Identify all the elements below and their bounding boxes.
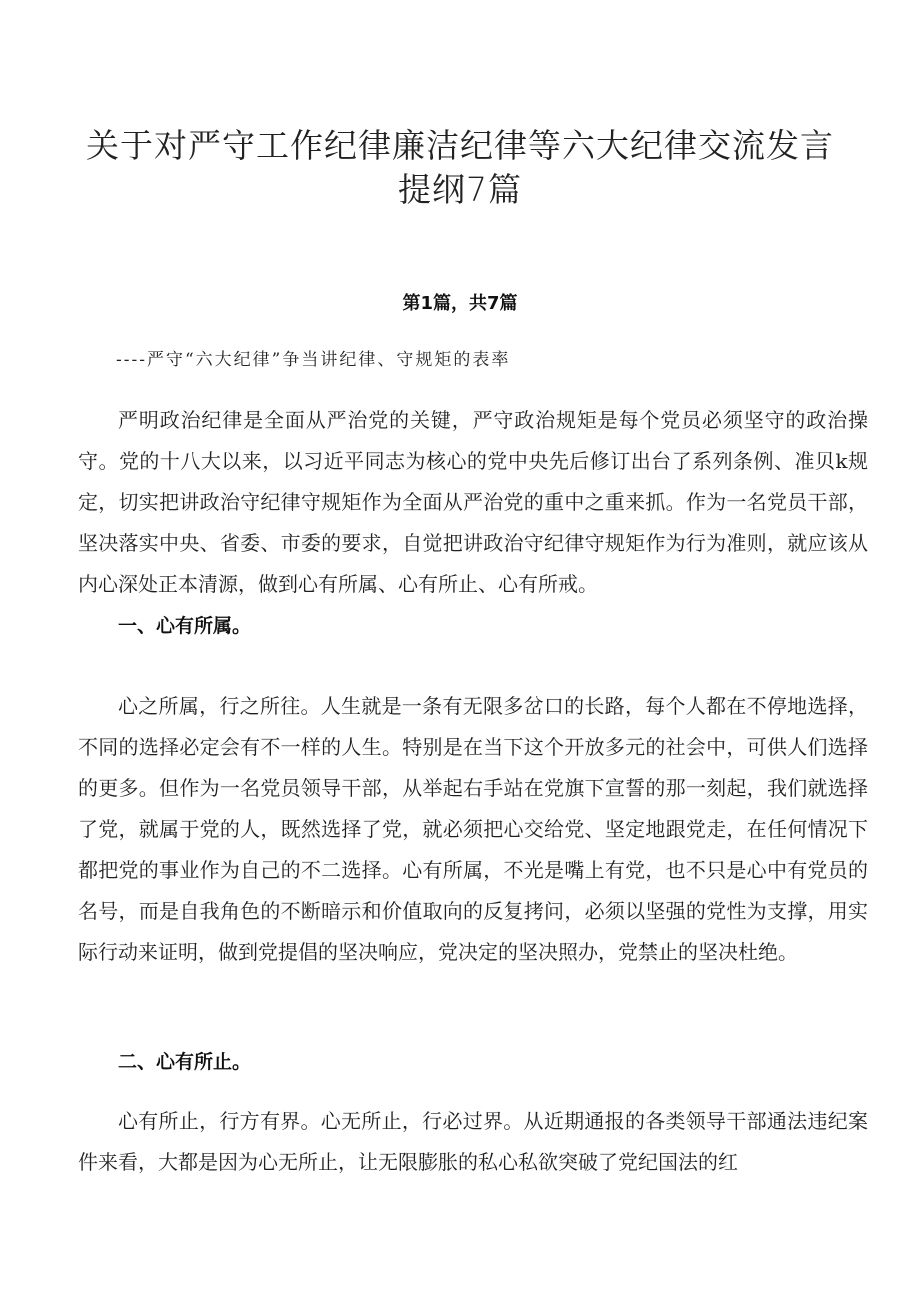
page-bottom-clip [0, 1101, 920, 1189]
section-heading-2: 二、心有所止。 [118, 1051, 252, 1073]
document-title-line2: 提纲7篇 [398, 170, 522, 209]
paragraph-section-2: 心有所止，行方有界。心无所止，行必过界。从近期通报的各类领导干部通法违纪案件来看，大都是因为心无所止，让无限膨胀的私心私欲突破了党纪国法的红 [78, 1109, 868, 1174]
paragraph-intro: 严明政治纪律是全面从严治党的关键，严守政治规矩是每个党员必须坚守的政治操守。党的十八大以来，以习近平同志为核心的党中央先后修订出台了系列条例、准贝k规定，切实把讲政治守纪律守规矩作为全面从严治党的重中之重来抓。作为一名党员干部，坚决落实中央、省委、市委的要求，自觉把讲政治守纪律守规矩作为行为准则，就应该从内心深处正本清源，做到心有所属、心有所止、心有所戒。 [78, 408, 868, 596]
paragraph-section-1: 心之所属，行之所往。人生就是一条有无限多岔口的长路，每个人都在不停地选择，不同的选择必定会有不一样的人生。特别是在当下这个开放多元的社会中，可供人们选择的更多。但作为一名党员领导干部，从举起右手站在党旗下宣誓的那一刻起，我们就选择了党，就属于党的人，既然选择了党，就必须把心交给党、坚定地跟党走，在任何情况下都把党的事业作为自己的不二选择。心有所属，不光是嘴上有党，也不只是心中有党员的名号，而是自我角色的不断暗示和价值取向的反复拷问，必须以坚强的党性为支撑，用实际行动来证明，做到党提倡的坚决响应，党决定的坚决照办，党禁止的坚决杜绝。 [78, 694, 868, 964]
article-subtitle: ----严守“六大纪律”争当讲纪律、守规矩的表率 [116, 350, 511, 370]
section-heading-1: 一、心有所属。 [118, 615, 252, 637]
document-title-line1: 关于对严守工作纪律廉洁纪律等六大纪律交流发言 [86, 126, 834, 165]
chapter-label: 第1篇，共7篇 [402, 293, 518, 314]
